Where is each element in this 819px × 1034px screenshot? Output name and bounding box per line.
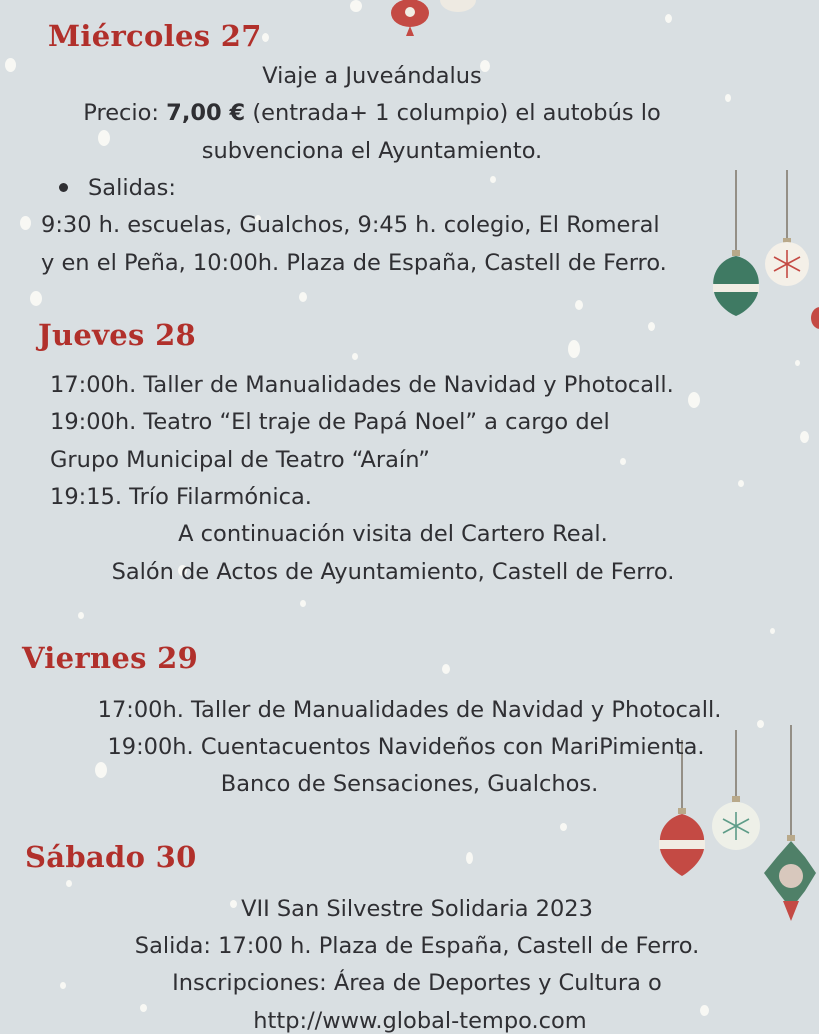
departures-label: Salidas:	[88, 175, 176, 201]
thursday-line: A continuación visita del Cartero Real.	[178, 521, 608, 547]
saturday-line: Inscripciones: Área de Deportes y Cultura o	[172, 970, 662, 996]
ornament-red-bottom-icon	[656, 740, 708, 880]
wednesday-price-line	[0, 102, 744, 125]
friday-line: 17:00h. Taller de Manualidades de Navidad y Photocall.	[97, 697, 722, 723]
friday-heading: Viernes 29	[22, 641, 199, 675]
ornament-green-icon	[708, 170, 764, 320]
wednesday-heading: Miércoles 27	[48, 19, 262, 53]
thursday-line: 19:15. Trío Filarmónica.	[50, 484, 312, 510]
saturday-link[interactable]: http://www.global-tempo.com	[253, 1008, 587, 1034]
friday-line: Banco de Sensaciones, Gualchos.	[220, 771, 599, 797]
ornament-snowflake-icon	[762, 170, 812, 295]
saturday-heading: Sábado 30	[25, 840, 197, 874]
ornament-top-icon	[380, 0, 440, 42]
wednesday-subsidy-line: subvenciona el Ayuntamiento.	[201, 138, 543, 164]
friday-line: 19:00h. Cuentacuentos Navideños con MariPimienta.	[107, 734, 705, 760]
thursday-line: 17:00h. Taller de Manualidades de Navidad y Photocall.	[50, 372, 674, 398]
price-value: 7,00 €	[166, 100, 246, 126]
departures-line-1: 9:30 h. escuelas, Gualchos, 9:45 h. colegio, El Romeral	[41, 212, 660, 238]
saturday-line: Salida: 17:00 h. Plaza de España, Castell de Ferro.	[134, 933, 700, 959]
wednesday-trip-line: Viaje a Juveándalus	[262, 63, 482, 89]
price-detail: (entrada+ 1 columpio) el autobús lo	[245, 100, 661, 126]
price-label: Precio:	[83, 100, 167, 126]
bullet-dot	[59, 183, 68, 192]
thursday-heading: Jueves 28	[38, 318, 197, 352]
thursday-line: 19:00h. Teatro “El traje de Papá Noel” a cargo del	[50, 409, 610, 435]
ornament-top-white-icon	[438, 0, 478, 16]
thursday-line: Salón de Actos de Ayuntamiento, Castell de Ferro.	[111, 559, 675, 585]
thursday-line: Grupo Municipal de Teatro “Araín”	[50, 447, 430, 473]
saturday-line: VII San Silvestre Solidaria 2023	[241, 896, 593, 922]
ornament-edge-red-icon	[810, 306, 819, 330]
departures-line-2: y en el Peña, 10:00h. Plaza de España, Castell de Ferro.	[41, 250, 667, 276]
